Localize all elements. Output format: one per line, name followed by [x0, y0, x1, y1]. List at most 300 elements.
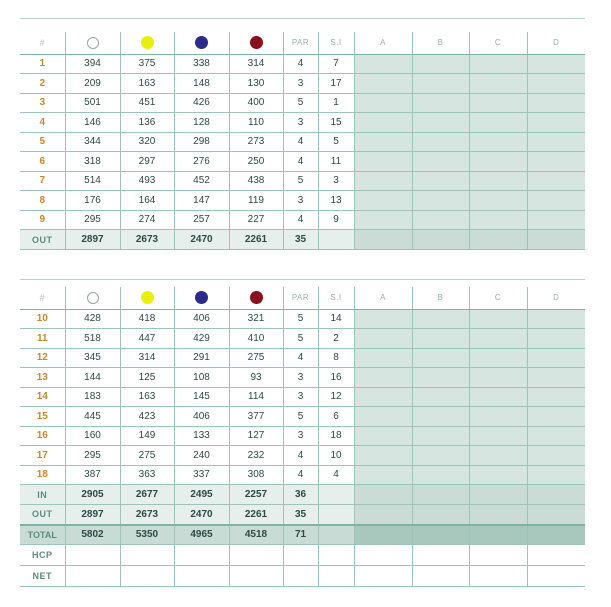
red-yardage: 400	[229, 93, 283, 113]
top-divider	[20, 279, 585, 280]
score-cell-c[interactable]	[469, 132, 527, 152]
blue-yardage: 108	[174, 368, 229, 388]
net-cell[interactable]	[283, 566, 318, 587]
out-row	[20, 230, 585, 250]
white-tee-header	[65, 32, 120, 54]
score-cell-b[interactable]	[412, 93, 469, 113]
hole-number: 13	[20, 368, 65, 388]
hole-row	[20, 210, 585, 230]
in-blue: 2495	[174, 485, 229, 505]
blue-tee-dot	[195, 36, 208, 49]
score-cell-d[interactable]	[527, 54, 585, 74]
in-white: 2905	[65, 485, 120, 505]
player-c-header: C	[469, 287, 527, 309]
hole-row	[20, 387, 585, 407]
header-row	[20, 287, 585, 309]
score-cell-c[interactable]	[469, 485, 527, 505]
white-yardage: 428	[65, 309, 120, 329]
yellow-tee-header	[120, 32, 174, 54]
par-value: 4	[283, 152, 318, 172]
out-label: OUT	[20, 230, 65, 250]
total-label: TOTAL	[20, 525, 65, 545]
net-cell[interactable]	[469, 566, 527, 587]
score-cell-a[interactable]	[354, 525, 412, 545]
hcp-cell[interactable]	[412, 545, 469, 566]
in-yellow: 2677	[120, 485, 174, 505]
total-red: 4518	[229, 525, 283, 545]
score-cell-a[interactable]	[354, 446, 412, 466]
hole-row	[20, 329, 585, 349]
white-yardage: 160	[65, 426, 120, 446]
stroke-index: 12	[318, 387, 354, 407]
total-white: 5802	[65, 525, 120, 545]
stroke-index: 17	[318, 74, 354, 94]
red-yardage: 308	[229, 465, 283, 485]
stroke-index: 2	[318, 329, 354, 349]
score-cell-b[interactable]	[412, 407, 469, 427]
score-cell-b[interactable]	[412, 387, 469, 407]
score-cell-d[interactable]	[527, 210, 585, 230]
white-yardage: 176	[65, 191, 120, 211]
hole-number: 14	[20, 387, 65, 407]
score-cell-c[interactable]	[469, 74, 527, 94]
score-cell-c[interactable]	[469, 152, 527, 172]
yellow-yardage: 136	[120, 113, 174, 133]
score-cell-d[interactable]	[527, 93, 585, 113]
score-cell-a[interactable]	[354, 505, 412, 525]
score-cell-b[interactable]	[412, 210, 469, 230]
red-yardage: 314	[229, 54, 283, 74]
par-value: 3	[283, 113, 318, 133]
player-b-header: B	[412, 287, 469, 309]
blue-yardage: 147	[174, 191, 229, 211]
yellow-yardage: 297	[120, 152, 174, 172]
red-yardage: 110	[229, 113, 283, 133]
score-cell-c[interactable]	[469, 407, 527, 427]
par-header: PAR	[283, 287, 318, 309]
stroke-index: 6	[318, 407, 354, 427]
hole-row	[20, 465, 585, 485]
stroke-index: 9	[318, 210, 354, 230]
white-yardage: 387	[65, 465, 120, 485]
net-cell[interactable]	[174, 566, 229, 587]
stroke-index: 11	[318, 152, 354, 172]
score-cell-c[interactable]	[469, 93, 527, 113]
red-yardage: 227	[229, 210, 283, 230]
stroke-index: 5	[318, 132, 354, 152]
yellow-yardage: 451	[120, 93, 174, 113]
hole-number: 12	[20, 348, 65, 368]
par-value: 3	[283, 387, 318, 407]
out-si	[318, 230, 354, 250]
si-header: S.I	[318, 32, 354, 54]
red-yardage: 275	[229, 348, 283, 368]
red-yardage: 232	[229, 446, 283, 466]
par-value: 5	[283, 407, 318, 427]
blue-yardage: 429	[174, 329, 229, 349]
hole-row	[20, 152, 585, 172]
par-value: 5	[283, 171, 318, 191]
score-cell-c[interactable]	[469, 348, 527, 368]
player-a-header: A	[354, 32, 412, 54]
par-value: 3	[283, 74, 318, 94]
hcp-cell[interactable]	[469, 545, 527, 566]
hole-number: 8	[20, 191, 65, 211]
total-yellow: 5350	[120, 525, 174, 545]
red-yardage: 127	[229, 426, 283, 446]
score-cell-a[interactable]	[354, 329, 412, 349]
total-blue: 4965	[174, 525, 229, 545]
hole-row	[20, 309, 585, 329]
yellow-yardage: 149	[120, 426, 174, 446]
score-cell-c[interactable]	[469, 329, 527, 349]
hcp-cell[interactable]	[283, 545, 318, 566]
total-si	[318, 525, 354, 545]
player-a-header: A	[354, 287, 412, 309]
red-yardage: 410	[229, 329, 283, 349]
hcp-cell[interactable]	[174, 545, 229, 566]
out-blue: 2470	[174, 230, 229, 250]
score-cell-d[interactable]	[527, 505, 585, 525]
score-cell-a[interactable]	[354, 152, 412, 172]
blue-yardage: 406	[174, 407, 229, 427]
score-cell-d[interactable]	[527, 191, 585, 211]
hole-number: 17	[20, 446, 65, 466]
in-red: 2257	[229, 485, 283, 505]
score-cell-b[interactable]	[412, 485, 469, 505]
blue-yardage: 148	[174, 74, 229, 94]
hole-number: 6	[20, 152, 65, 172]
score-cell-b[interactable]	[412, 329, 469, 349]
score-cell-c[interactable]	[469, 230, 527, 250]
hcp-cell[interactable]	[318, 545, 354, 566]
yellow-yardage: 447	[120, 329, 174, 349]
white-yardage: 209	[65, 74, 120, 94]
hole-number: 5	[20, 132, 65, 152]
header-row	[20, 32, 585, 54]
red-tee-header	[229, 287, 283, 309]
score-cell-d[interactable]	[527, 171, 585, 191]
score-cell-c[interactable]	[469, 113, 527, 133]
score-cell-a[interactable]	[354, 93, 412, 113]
stroke-index: 10	[318, 446, 354, 466]
blue-yardage: 338	[174, 54, 229, 74]
yellow-tee-dot	[141, 291, 154, 304]
score-cell-d[interactable]	[527, 309, 585, 329]
score-cell-a[interactable]	[354, 407, 412, 427]
hole-row	[20, 132, 585, 152]
score-cell-a[interactable]	[354, 230, 412, 250]
yellow-tee-dot	[141, 36, 154, 49]
score-cell-a[interactable]	[354, 113, 412, 133]
yellow-yardage: 163	[120, 387, 174, 407]
par-value: 4	[283, 465, 318, 485]
score-cell-d[interactable]	[527, 485, 585, 505]
in-label: IN	[20, 485, 65, 505]
blue-tee-dot	[195, 291, 208, 304]
hole-row	[20, 426, 585, 446]
white-yardage: 146	[65, 113, 120, 133]
par-value: 3	[283, 426, 318, 446]
hole-number: 10	[20, 309, 65, 329]
blue-tee-header	[174, 32, 229, 54]
blue-yardage: 406	[174, 309, 229, 329]
yellow-yardage: 423	[120, 407, 174, 427]
score-cell-c[interactable]	[469, 426, 527, 446]
out-blue: 2470	[174, 505, 229, 525]
score-cell-b[interactable]	[412, 348, 469, 368]
hcp-cell[interactable]	[120, 545, 174, 566]
white-yardage: 518	[65, 329, 120, 349]
score-cell-b[interactable]	[412, 152, 469, 172]
yellow-yardage: 314	[120, 348, 174, 368]
hcp-row	[20, 545, 585, 566]
hole-header: #	[20, 32, 65, 54]
score-cell-b[interactable]	[412, 426, 469, 446]
score-cell-a[interactable]	[354, 309, 412, 329]
white-yardage: 394	[65, 54, 120, 74]
blue-yardage: 133	[174, 426, 229, 446]
score-cell-a[interactable]	[354, 465, 412, 485]
total-row	[20, 525, 585, 545]
score-cell-b[interactable]	[412, 230, 469, 250]
score-cell-c[interactable]	[469, 191, 527, 211]
score-cell-c[interactable]	[469, 465, 527, 485]
hcp-cell[interactable]	[65, 545, 120, 566]
hole-row	[20, 348, 585, 368]
stroke-index: 16	[318, 368, 354, 388]
yellow-tee-header	[120, 287, 174, 309]
in-si	[318, 485, 354, 505]
yellow-yardage: 164	[120, 191, 174, 211]
hole-row	[20, 93, 585, 113]
blue-yardage: 426	[174, 93, 229, 113]
score-cell-a[interactable]	[354, 54, 412, 74]
back-nine-table	[20, 287, 585, 587]
score-cell-c[interactable]	[469, 309, 527, 329]
out-white: 2897	[65, 230, 120, 250]
score-cell-a[interactable]	[354, 74, 412, 94]
score-cell-d[interactable]	[527, 465, 585, 485]
score-cell-d[interactable]	[527, 426, 585, 446]
out-row	[20, 505, 585, 525]
blue-yardage: 145	[174, 387, 229, 407]
white-tee-dot	[87, 292, 99, 304]
score-cell-d[interactable]	[527, 230, 585, 250]
red-yardage: 377	[229, 407, 283, 427]
red-yardage: 119	[229, 191, 283, 211]
stroke-index: 14	[318, 309, 354, 329]
net-cell[interactable]	[527, 566, 585, 587]
player-d-header: D	[527, 32, 585, 54]
score-cell-a[interactable]	[354, 348, 412, 368]
score-cell-d[interactable]	[527, 368, 585, 388]
hole-number: 11	[20, 329, 65, 349]
par-value: 3	[283, 368, 318, 388]
score-cell-b[interactable]	[412, 113, 469, 133]
stroke-index: 7	[318, 54, 354, 74]
blue-yardage: 298	[174, 132, 229, 152]
score-cell-d[interactable]	[527, 132, 585, 152]
hole-row	[20, 191, 585, 211]
hole-row	[20, 54, 585, 74]
blue-yardage: 452	[174, 171, 229, 191]
front-nine-table	[20, 32, 585, 250]
net-cell[interactable]	[412, 566, 469, 587]
score-cell-c[interactable]	[469, 446, 527, 466]
hcp-cell[interactable]	[354, 545, 412, 566]
net-cell[interactable]	[318, 566, 354, 587]
yellow-yardage: 274	[120, 210, 174, 230]
white-yardage: 344	[65, 132, 120, 152]
score-cell-b[interactable]	[412, 171, 469, 191]
yellow-yardage: 125	[120, 368, 174, 388]
hole-number: 16	[20, 426, 65, 446]
par-value: 4	[283, 210, 318, 230]
score-cell-b[interactable]	[412, 505, 469, 525]
hole-header: #	[20, 287, 65, 309]
net-label: NET	[20, 566, 65, 587]
stroke-index: 15	[318, 113, 354, 133]
stroke-index: 3	[318, 171, 354, 191]
red-tee-dot	[250, 36, 263, 49]
par-header: PAR	[283, 32, 318, 54]
red-tee-dot	[250, 291, 263, 304]
score-cell-a[interactable]	[354, 485, 412, 505]
score-cell-c[interactable]	[469, 525, 527, 545]
red-yardage: 250	[229, 152, 283, 172]
par-value: 5	[283, 93, 318, 113]
yellow-yardage: 275	[120, 446, 174, 466]
par-value: 5	[283, 329, 318, 349]
score-cell-b[interactable]	[412, 54, 469, 74]
player-b-header: B	[412, 32, 469, 54]
score-cell-b[interactable]	[412, 368, 469, 388]
score-cell-c[interactable]	[469, 54, 527, 74]
blue-tee-header	[174, 287, 229, 309]
red-yardage: 93	[229, 368, 283, 388]
net-cell[interactable]	[65, 566, 120, 587]
score-cell-c[interactable]	[469, 368, 527, 388]
net-cell[interactable]	[354, 566, 412, 587]
white-yardage: 295	[65, 446, 120, 466]
out-par: 35	[283, 505, 318, 525]
total-par: 71	[283, 525, 318, 545]
score-cell-a[interactable]	[354, 210, 412, 230]
stroke-index: 1	[318, 93, 354, 113]
blue-yardage: 240	[174, 446, 229, 466]
hcp-cell[interactable]	[527, 545, 585, 566]
score-cell-a[interactable]	[354, 132, 412, 152]
white-yardage: 345	[65, 348, 120, 368]
score-cell-a[interactable]	[354, 387, 412, 407]
score-cell-b[interactable]	[412, 309, 469, 329]
white-yardage: 295	[65, 210, 120, 230]
hcp-cell[interactable]	[229, 545, 283, 566]
hole-number: 2	[20, 74, 65, 94]
score-cell-d[interactable]	[527, 387, 585, 407]
hole-row	[20, 171, 585, 191]
net-cell[interactable]	[229, 566, 283, 587]
red-tee-header	[229, 32, 283, 54]
score-cell-b[interactable]	[412, 446, 469, 466]
net-cell[interactable]	[120, 566, 174, 587]
score-cell-c[interactable]	[469, 171, 527, 191]
score-cell-b[interactable]	[412, 74, 469, 94]
score-cell-d[interactable]	[527, 74, 585, 94]
stroke-index: 8	[318, 348, 354, 368]
par-value: 4	[283, 54, 318, 74]
in-par: 36	[283, 485, 318, 505]
blue-yardage: 257	[174, 210, 229, 230]
hole-number: 1	[20, 54, 65, 74]
hole-row	[20, 368, 585, 388]
yellow-yardage: 493	[120, 171, 174, 191]
score-cell-d[interactable]	[527, 446, 585, 466]
red-yardage: 438	[229, 171, 283, 191]
score-cell-c[interactable]	[469, 210, 527, 230]
out-white: 2897	[65, 505, 120, 525]
score-cell-d[interactable]	[527, 407, 585, 427]
hole-number: 18	[20, 465, 65, 485]
in-row	[20, 485, 585, 505]
par-value: 4	[283, 348, 318, 368]
out-red: 2261	[229, 505, 283, 525]
score-cell-b[interactable]	[412, 191, 469, 211]
player-d-header: D	[527, 287, 585, 309]
yellow-yardage: 363	[120, 465, 174, 485]
score-cell-d[interactable]	[527, 152, 585, 172]
par-value: 4	[283, 446, 318, 466]
stroke-index: 4	[318, 465, 354, 485]
hole-number: 9	[20, 210, 65, 230]
score-cell-d[interactable]	[527, 525, 585, 545]
hole-row	[20, 74, 585, 94]
white-yardage: 144	[65, 368, 120, 388]
score-cell-b[interactable]	[412, 525, 469, 545]
out-yellow: 2673	[120, 230, 174, 250]
score-cell-a[interactable]	[354, 368, 412, 388]
par-value: 3	[283, 191, 318, 211]
hole-row	[20, 407, 585, 427]
score-cell-d[interactable]	[527, 329, 585, 349]
hole-number: 7	[20, 171, 65, 191]
score-cell-d[interactable]	[527, 113, 585, 133]
score-cell-d[interactable]	[527, 348, 585, 368]
white-yardage: 501	[65, 93, 120, 113]
hole-number: 4	[20, 113, 65, 133]
par-value: 4	[283, 132, 318, 152]
hcp-label: HCP	[20, 545, 65, 566]
score-cell-a[interactable]	[354, 171, 412, 191]
yellow-yardage: 163	[120, 74, 174, 94]
out-red: 2261	[229, 230, 283, 250]
player-c-header: C	[469, 32, 527, 54]
out-yellow: 2673	[120, 505, 174, 525]
score-cell-c[interactable]	[469, 505, 527, 525]
score-cell-b[interactable]	[412, 132, 469, 152]
score-cell-a[interactable]	[354, 191, 412, 211]
score-cell-a[interactable]	[354, 426, 412, 446]
front-nine-holes	[20, 54, 585, 230]
out-label: OUT	[20, 505, 65, 525]
score-cell-c[interactable]	[469, 387, 527, 407]
blue-yardage: 276	[174, 152, 229, 172]
red-yardage: 114	[229, 387, 283, 407]
white-yardage: 318	[65, 152, 120, 172]
white-tee-dot	[87, 37, 99, 49]
score-cell-b[interactable]	[412, 465, 469, 485]
